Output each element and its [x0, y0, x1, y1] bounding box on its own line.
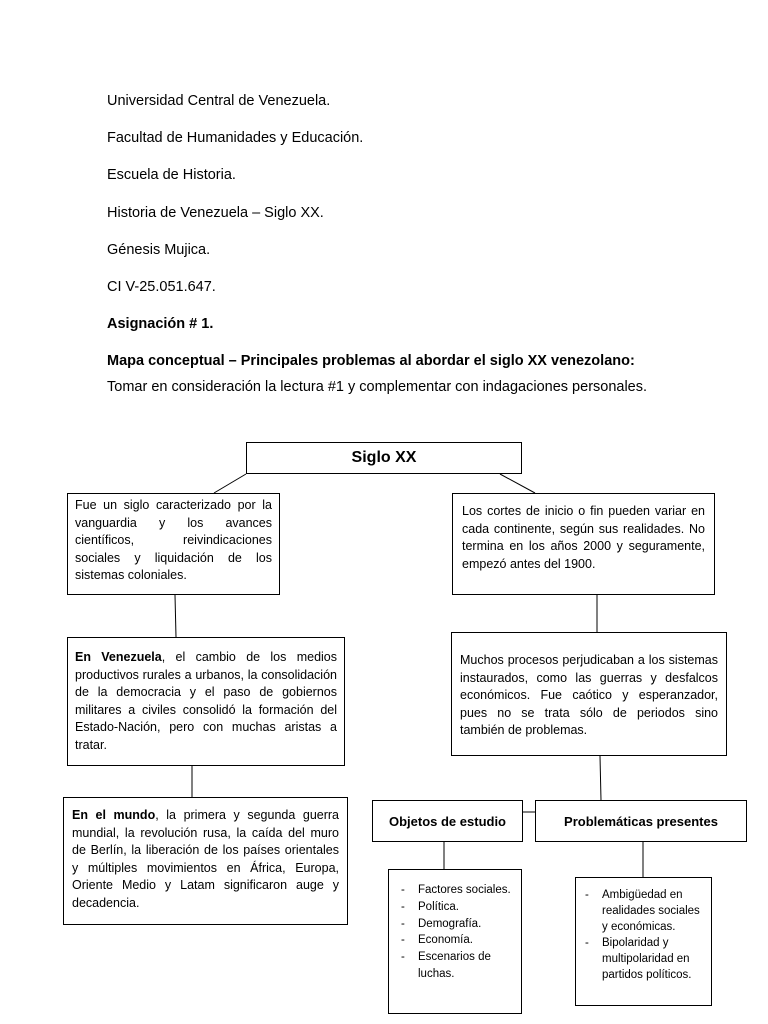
problems-list — [579, 887, 708, 983]
processes-text: Muchos procesos perjudicaban a los sistemas instaurados, como las guerras y desfalcos económicos. Fue caótico y esperanzador, pues no se trata sólo de periodos sino también de problemas. — [460, 653, 718, 737]
world-label: En el mundo — [72, 808, 156, 822]
course-line: Historia de Venezuela – Siglo XX. — [107, 205, 324, 221]
student-line: Génesis Mujica. — [107, 242, 211, 258]
faculty-line: Facultad de Humanidades y Educación. — [107, 130, 364, 146]
venezuela-label: En Venezuela — [75, 650, 162, 664]
objects-title: Objetos de estudio — [388, 813, 506, 829]
processes-node — [451, 632, 727, 756]
venezuela-text: , el cambio de los medios productivos rurales a urbanos, la consolidación de la democracia y el paso de gobiernos militares a civiles consolidó la formación del Estado-Nación, pero con muchas aristas a tratar. — [75, 650, 337, 752]
assignment-title: Asignación # 1. — [107, 316, 214, 332]
venezuela-node — [67, 637, 345, 766]
definition-text: Fue un siglo caracterizado por la vanguardia y los avances científicos, reivindicaciones sociales y liquidación de los sistemas coloniales. — [75, 498, 272, 582]
school-line: Escuela de Historia. — [107, 167, 236, 183]
definition-node — [67, 493, 280, 595]
world-text: , la primera y segunda guerra mundial, la revolución rusa, la caída del muro de Berlín, la liberación de los países orientales y múltiples movimientos en África, Europa, Oriente Medio y Latam significaron auge y decadencia. — [72, 808, 340, 910]
list-item: - Política. — [395, 899, 515, 916]
list-item: - Ambigüedad en realidades sociales y económicas. — [579, 887, 708, 935]
list-item: - Factores sociales. — [395, 882, 515, 899]
root-label: Siglo XX — [351, 449, 417, 466]
list-item: - Demografía. — [395, 916, 515, 933]
list-item: - Escenarios de luchas. — [395, 949, 515, 983]
objects-node — [388, 869, 522, 1014]
problems-header — [535, 800, 747, 842]
problems-node — [575, 877, 712, 1006]
id-line: CI V-25.051.647. — [107, 279, 216, 295]
task-instruction: Tomar en consideración la lectura #1 y complementar con indagaciones personales. — [107, 379, 648, 395]
periods-text: Los cortes de inicio o fin pueden variar en cada continente, según sus realidades. No termina en los años 2000 y seguramente, empezó antes del 1900. — [462, 504, 705, 571]
objects-list — [395, 882, 515, 983]
list-item: - Bipolaridad y multipolaridad en partidos políticos. — [579, 935, 708, 983]
list-item: - Economía. — [395, 932, 515, 949]
root-node — [246, 442, 522, 474]
task-title: Mapa conceptual – Principales problemas al abordar el siglo XX venezolano: — [107, 353, 635, 369]
periods-node — [452, 493, 715, 595]
world-node — [63, 797, 348, 925]
university-line: Universidad Central de Venezuela. — [107, 93, 331, 109]
problems-title: Problemáticas presentes — [564, 813, 718, 829]
objects-header — [372, 800, 523, 842]
